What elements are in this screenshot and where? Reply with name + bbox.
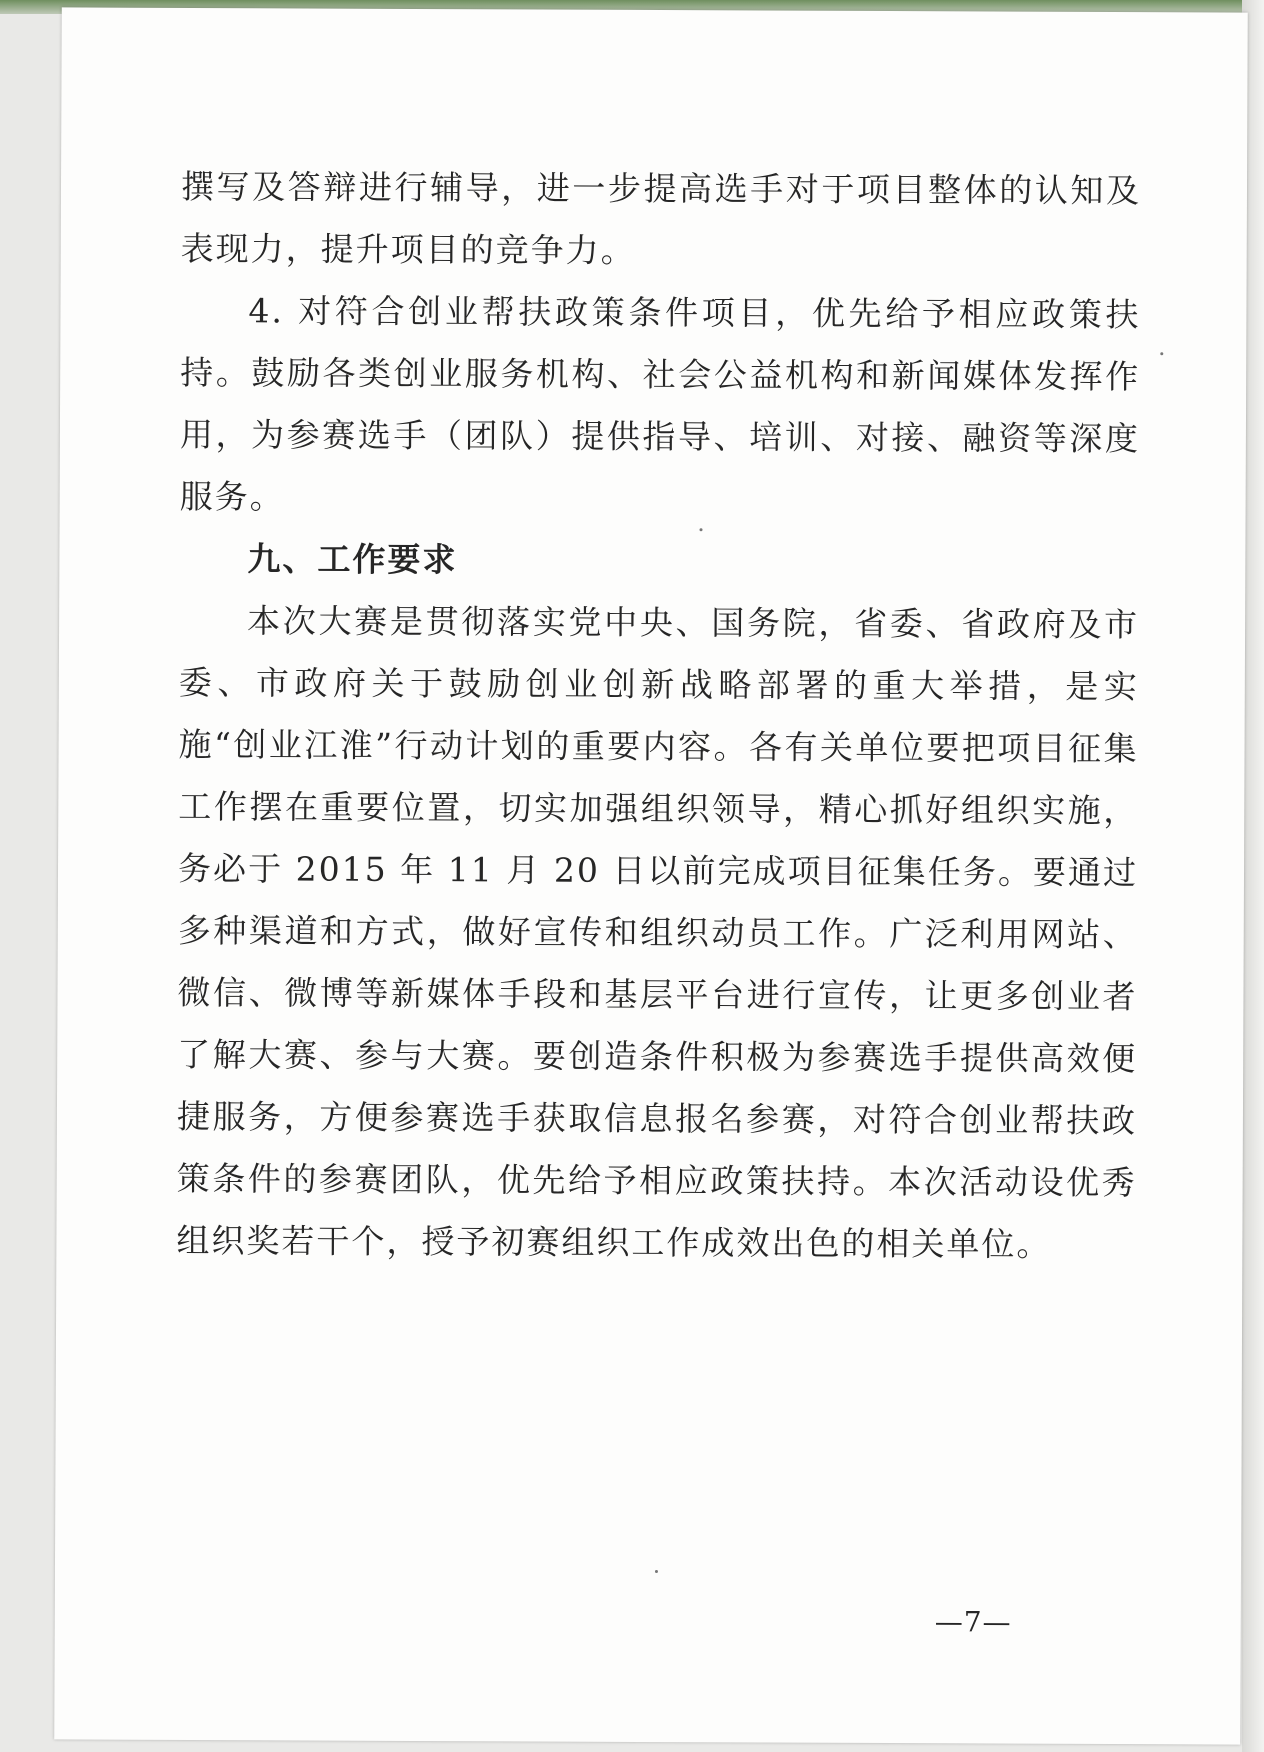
section-body-paragraph: 本次大赛是贯彻落实党中央、国务院，省委、省政府及市委、市政府关于鼓励创业创新战略部署的重大举措，是实施“创业江淮”行动计划的重要内容。各有关单位要把项目征集工作摆在重要位置，切实加强组织领导，精心抓好组织实施，务必于 2015 年 11 月 20 日以前完成项目征集任务。要通过多种渠道和方式，做好宣传和组织动员工作。广泛利用网站、微信、微博等新媒体手段和基层平台进行宣传，让更多创业者了解大赛、参与大赛。要创造条件积极为参赛选手提供高效便捷服务，方便参赛选手获取信息报名参赛，对符合创业帮扶政策条件的参赛团队，优先给予相应政策扶持。本次活动设优秀组织奖若干个，授予初赛组织工作成效出色的相关单位。	[176, 601, 1140, 1264]
page-body	[176, 156, 1141, 1276]
page-number: —7—	[934, 1605, 1012, 1639]
section-heading: 九、工作要求	[247, 539, 458, 580]
item-4-paragraph: 4. 对符合创业帮扶政策条件项目，优先给予相应政策扶持。鼓励各类创业服务机构、社会公益机构和新闻媒体发挥作用，为参赛选手（团队）提供指导、培训、对接、融资等深度服务。	[179, 291, 1141, 517]
scan-speck	[1160, 352, 1163, 355]
scan-speck	[700, 528, 703, 531]
scan-speck	[655, 1570, 658, 1573]
continuation-paragraph: 撰写及答辩进行辅导，进一步提高选手对于项目整体的认知及表现力，提升项目的竞争力。	[180, 166, 1142, 270]
document-page	[54, 7, 1248, 1744]
